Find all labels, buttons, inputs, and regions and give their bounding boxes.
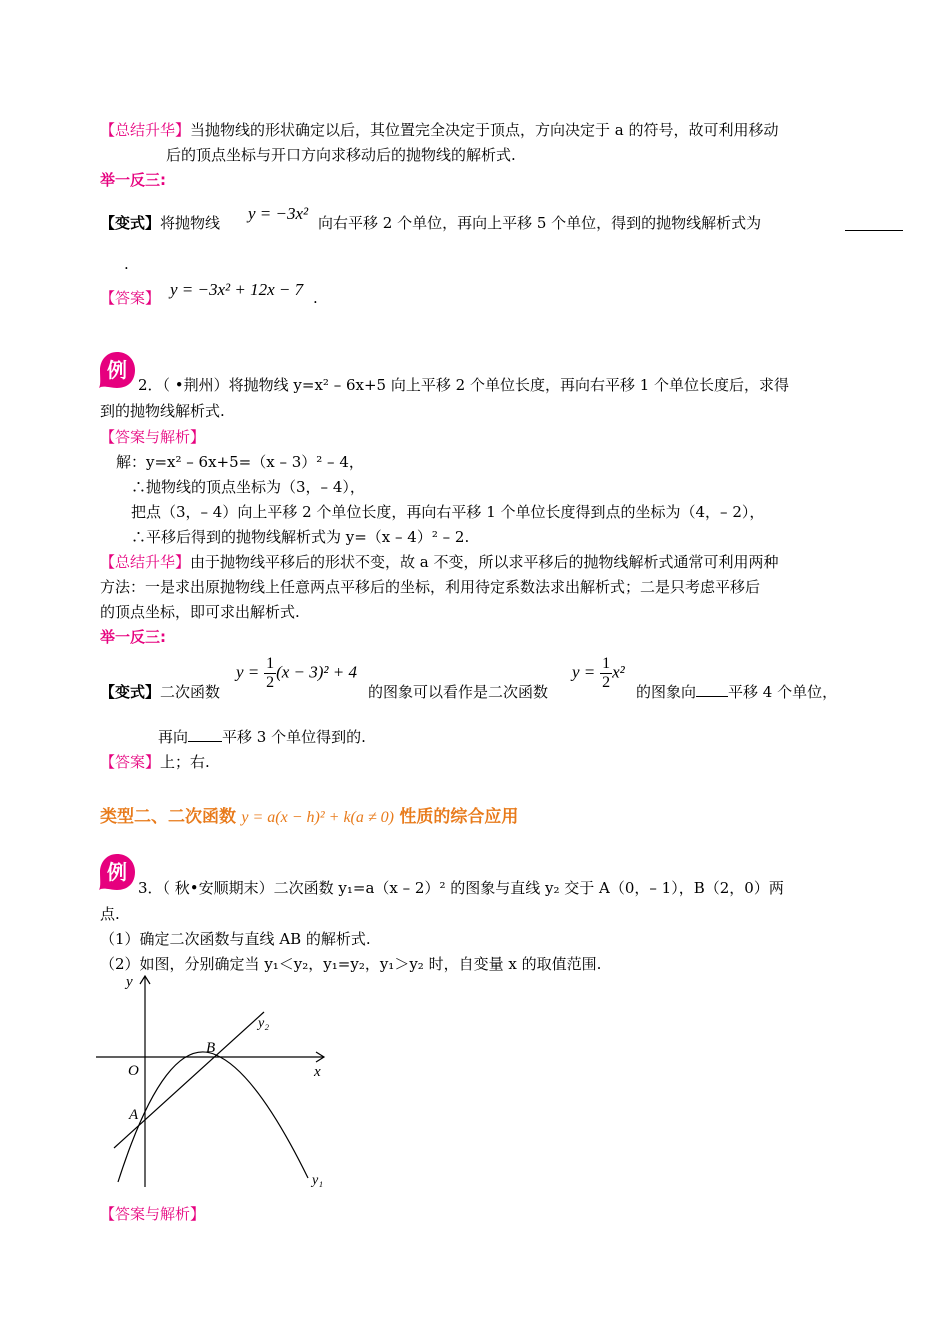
formula-rest: x² xyxy=(612,662,625,682)
summary-1 xyxy=(100,120,779,140)
svg-text:例: 例 xyxy=(107,358,127,382)
text: 平移 3 个单位得到的. xyxy=(222,728,366,746)
variant-1-formula: y = −3x² xyxy=(248,204,309,223)
summary-text: 当抛物线的形状确定以后，其位置完全决定于顶点，方向决定于 a 的符号，故可利用移动 xyxy=(190,121,779,139)
variant-2-formula-2 xyxy=(572,655,625,692)
formula-lhs: y = xyxy=(236,662,260,682)
section-formula: y = a(x − h)² + k(a ≠ 0) xyxy=(241,809,394,826)
variant-1-end: . xyxy=(124,255,129,273)
variant-1-suffix: 向右平移 2 个单位，再向上平移 5 个单位，得到的抛物线解析式为 xyxy=(318,214,762,232)
question-2: （2）如图，分别确定当 y₁＜y₂，y₁=y₂，y₁＞y₂ 时，自变量 x 的取值范围. xyxy=(100,955,602,973)
x-axis-label: x xyxy=(314,1064,321,1080)
variant-tag: 【变式】 xyxy=(100,683,161,701)
line-y2 xyxy=(114,1012,264,1148)
analysis-tag: 【答案与解析】 xyxy=(100,1205,206,1223)
summary-2-line2: 方法：一是求出原抛物线上任意两点平移后的坐标，利用待定系数法求出解析式；二是只考虑平移后 xyxy=(100,578,761,596)
svg-text:例: 例 xyxy=(107,860,127,884)
point-a-label: A xyxy=(129,1107,139,1123)
analysis-line-4: ∴平移后得到的抛物线解析式为 y=（x – 4）² – 2. xyxy=(131,528,470,546)
variant-1 xyxy=(100,213,220,233)
example-badge-icon xyxy=(97,852,137,892)
variant-2-text-2: 的图象可以看作是二次函数 xyxy=(368,683,549,701)
variant-text: 二次函数 xyxy=(160,683,221,701)
variant-text: 将抛物线 xyxy=(160,214,221,232)
summary-2-line3: 的顶点坐标，即可求出解析式. xyxy=(100,603,300,621)
y-axis-label: y xyxy=(126,974,133,990)
summary-2 xyxy=(100,552,779,572)
function-graph xyxy=(96,972,336,1192)
text: 平移 4 个单位， xyxy=(728,683,838,701)
example-badge-icon xyxy=(97,350,137,390)
answer-blank xyxy=(188,727,222,742)
fraction-den: 2 xyxy=(266,674,275,691)
answer-tag: 【答案】 xyxy=(100,753,161,771)
summary-tag: 【总结升华】 xyxy=(100,121,191,139)
text: 的图象向 xyxy=(636,683,697,701)
text: 再向 xyxy=(158,728,189,746)
fraction xyxy=(600,655,612,692)
formula-lhs: y = xyxy=(572,662,596,682)
line-label: y₂ xyxy=(258,1016,270,1031)
curve-label: y₁ xyxy=(312,1173,324,1188)
variant-2-text-3 xyxy=(636,682,837,702)
summary-tag: 【总结升华】 xyxy=(100,553,191,571)
example-2-line1: 2．（ •荆州）将抛物线 y=x² – 6x+5 向上平移 2 个单位长度，再向右平移 1 个单位长度后，求得 xyxy=(138,376,790,394)
answer-text: 上；右. xyxy=(160,753,210,771)
variant-2-line2 xyxy=(158,727,366,747)
answer-tag: 【答案】 xyxy=(100,289,161,307)
parabola-y1 xyxy=(118,1052,308,1182)
section-prefix: 类型二、二次函数 xyxy=(100,807,236,827)
answer-blank xyxy=(845,230,903,231)
question-1: （1）确定二次函数与直线 AB 的解析式. xyxy=(100,930,371,948)
fraction-num: 1 xyxy=(266,655,275,672)
variant-2 xyxy=(100,682,220,702)
practice-heading: 举一反三: xyxy=(100,171,166,189)
analysis-line-1: 解：y=x² – 6x+5=（x – 3）² – 4， xyxy=(116,453,364,471)
section-suffix: 性质的综合应用 xyxy=(399,807,519,827)
example-3-line2: 点. xyxy=(100,905,120,923)
analysis-tag: 【答案与解析】 xyxy=(100,428,206,446)
example-3-line1: 3．（ 秋•安顺期末）二次函数 y₁=a（x – 2）² 的图象与直线 y₂ 交于 A（0，– 1），B（2，0）两 xyxy=(138,879,784,897)
fraction xyxy=(264,655,276,692)
answer-formula: y = −3x² + 12x − 7 xyxy=(170,280,304,299)
answer-blank xyxy=(696,682,728,697)
answer-2 xyxy=(100,752,210,772)
formula-rest: (x − 3)² + 4 xyxy=(276,662,357,682)
variant-tag: 【变式】 xyxy=(100,214,161,232)
origin-label: O xyxy=(128,1063,139,1079)
example-2-line2: 到的抛物线解析式. xyxy=(100,402,225,420)
fraction-num: 1 xyxy=(602,655,611,672)
analysis-line-2: ∴抛物线的顶点坐标为（3，– 4）， xyxy=(131,478,365,496)
analysis-line-3: 把点（3，– 4）向上平移 2 个单位长度，再向右平移 1 个单位长度得到点的坐标为（4，– 2）， xyxy=(131,503,765,521)
summary-text: 由于抛物线平移后的形状不变，故 a 不变，所以求平移后的抛物线解析式通常可利用两种 xyxy=(190,553,779,571)
point-b-label: B xyxy=(206,1040,216,1056)
summary-1-line2: 后的顶点坐标与开口方向求移动后的抛物线的解析式. xyxy=(166,146,516,164)
fraction-den: 2 xyxy=(602,674,611,691)
section-heading xyxy=(100,807,518,828)
answer-end: . xyxy=(313,289,318,307)
variant-2-formula-1 xyxy=(236,655,357,692)
practice-heading: 举一反三: xyxy=(100,628,166,646)
